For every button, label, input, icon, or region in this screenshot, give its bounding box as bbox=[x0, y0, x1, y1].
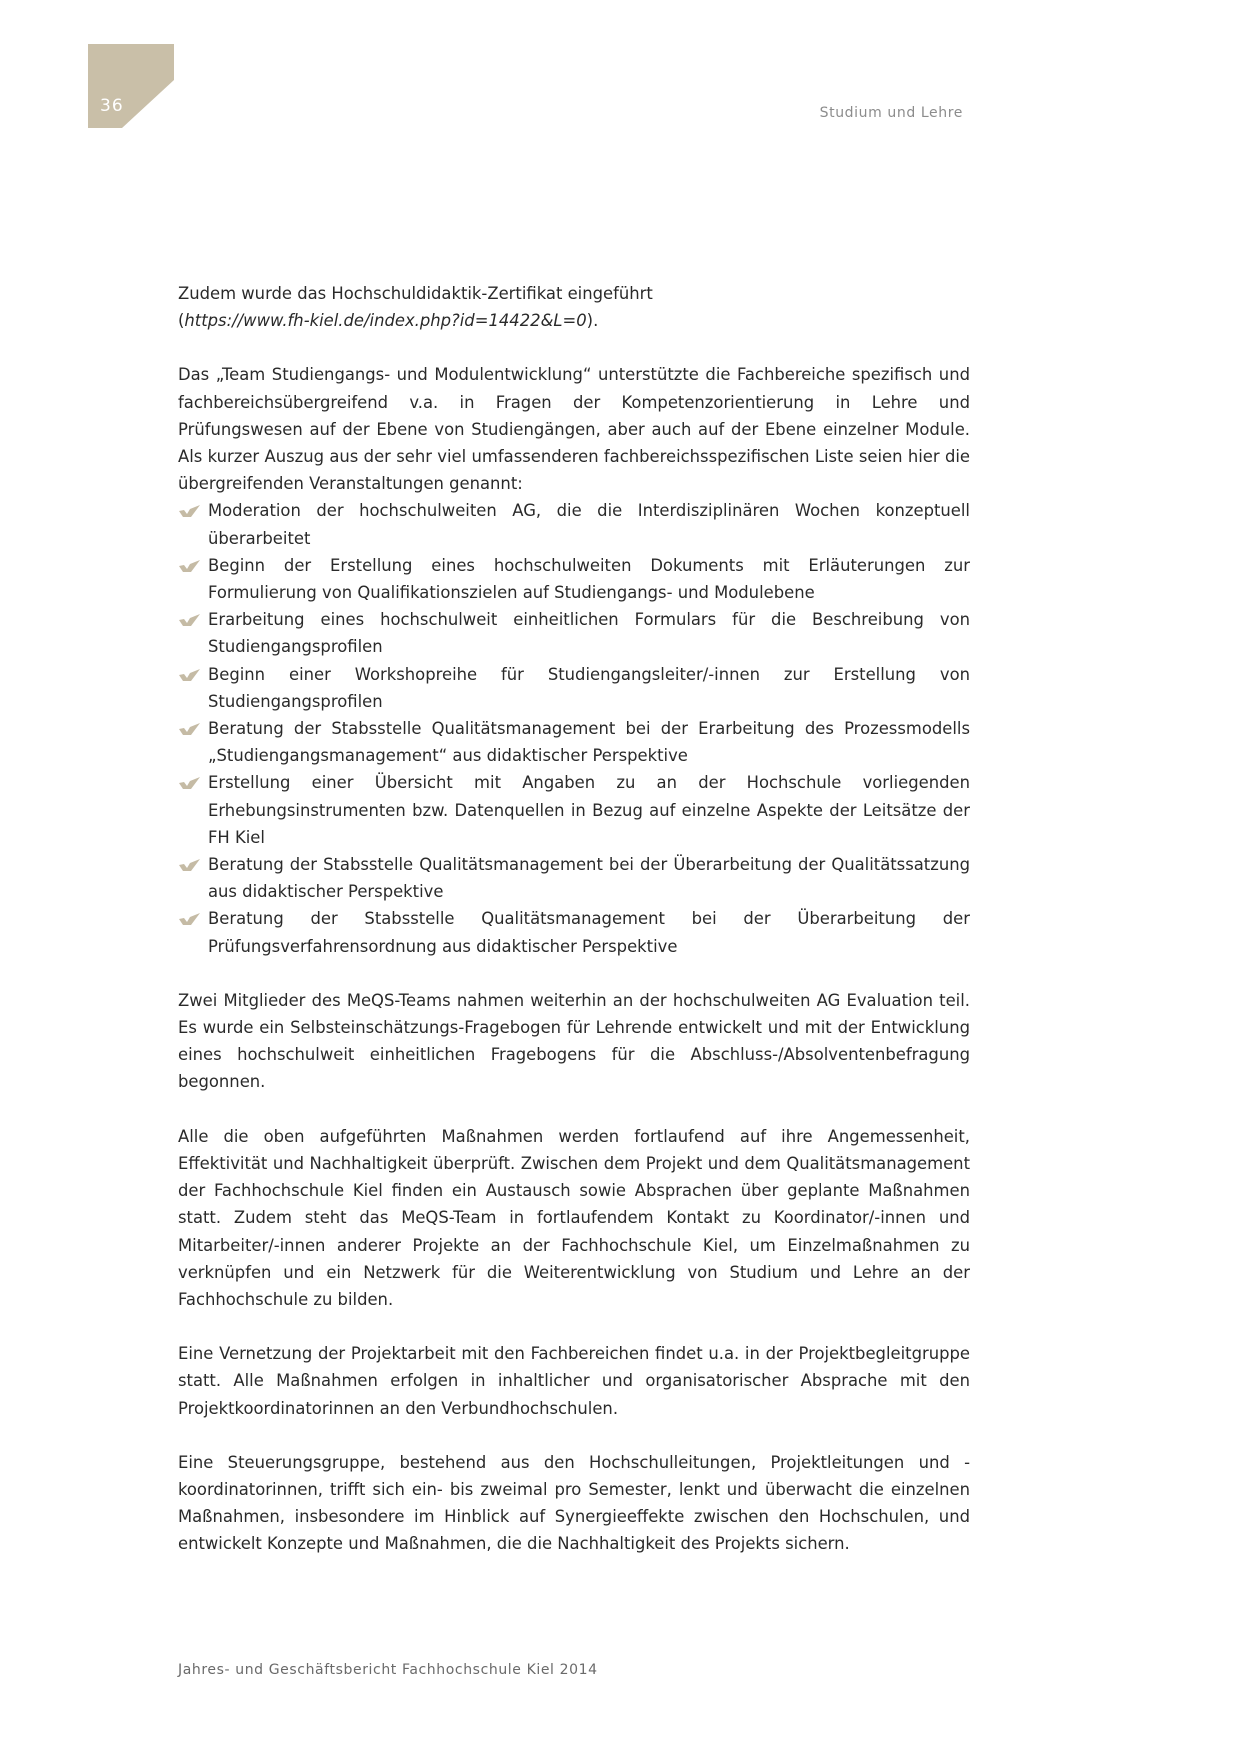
list-item bbox=[178, 606, 970, 660]
certificate-link[interactable]: https://www.fh-kiel.de/index.php?id=14422&L=0 bbox=[184, 311, 587, 331]
list-item-text: Beginn der Erstellung eines hochschulweiten Dokuments mit Erläuterungen zur Formulierung von Qualifikationszielen auf Studiengangs- und Modulebene bbox=[208, 555, 970, 603]
page-footer: Jahres- und Geschäftsbericht Fachhochschule Kiel 2014 bbox=[178, 1662, 598, 1678]
list-item-text: Beratung der Stabsstelle Qualitätsmanagement bei der Erarbeitung des Prozessmodells „Studiengangsmanagement“ aus didaktischer Perspektive bbox=[208, 719, 970, 766]
list-item bbox=[178, 715, 970, 769]
list-item bbox=[178, 851, 970, 905]
checkmark-icon bbox=[179, 560, 200, 573]
list-item-text: Erarbeitung eines hochschulweit einheitlichen Formulars für die Beschreibung von Studiengangsprofilen bbox=[208, 610, 970, 657]
intro-close-paren: ). bbox=[586, 311, 599, 331]
intro-open-paren: ( bbox=[178, 311, 185, 331]
measures-list bbox=[178, 497, 970, 959]
list-item bbox=[178, 661, 970, 715]
list-item bbox=[178, 552, 970, 606]
team-paragraph: Das „Team Studiengangs- und Modulentwicklung“ unterstützte die Fachbereiche spezifisch und fachbereichsübergreifend v.a. in Fragen der Kompetenzorientierung in Lehre und Prüfungswesen auf der Ebene von Studiengängen, aber auch auf der Ebene einzelner Module. Als kurzer Auszug aus der sehr viel umfassenderen fachbereichsspezifischen Liste seien hier die übergreifenden Veranstaltungen genannt: bbox=[178, 365, 970, 494]
intro-paragraph bbox=[178, 280, 970, 334]
list-item-text: Beginn einer Workshopreihe für Studiengangsleiter/-innen zur Erstellung von Studiengangsprofilen bbox=[208, 664, 970, 711]
checkmark-icon bbox=[179, 777, 200, 790]
sustainability-paragraph: Alle die oben aufgeführten Maßnahmen werden fortlaufend auf ihre Angemessenheit, Effektivität und Nachhaltigkeit überprüft. Zwischen dem Projekt und dem Qualitätsmanagement der Fachhochschule Kiel finden ein Austausch sowie Absprachen über geplante Maßnahmen statt. Zudem steht das MeQS-Team in fortlaufendem Kontakt zu Koordinator/-innen und Mitarbeiter/-innen anderer Projekte an der Fachhochschule Kiel, um Einzelmaßnahmen zu verknüpfen und ein Netzwerk für die Weiterentwicklung von Studium und Lehre an der Fachhochschule zu bilden. bbox=[178, 1126, 970, 1309]
intro-text: Zudem wurde das Hochschuldidaktik-Zertifikat eingeführt bbox=[178, 284, 653, 303]
evaluation-paragraph: Zwei Mitglieder des MeQS-Teams nahmen weiterhin an der hochschulweiten AG Evaluation teil. Es wurde ein Selbsteinschätzungs-Fragebogen für Lehrende entwickelt und mit der Entwicklung eines hochschulweit einheitlichen Fragebogens für die Abschluss-/Absolventenbefragung begonnen. bbox=[178, 990, 970, 1092]
list-item-text: Beratung der Stabsstelle Qualitätsmanagement bei der Überarbeitung der Prüfungsverfahrensordnung aus didaktischer Perspektive bbox=[208, 909, 970, 956]
document-body bbox=[178, 280, 970, 1585]
list-item-text: Moderation der hochschulweiten AG, die die Interdisziplinären Wochen konzeptuell überarbeitet bbox=[208, 501, 970, 548]
checkmark-icon bbox=[179, 723, 200, 736]
steering-group-paragraph: Eine Steuerungsgruppe, bestehend aus den Hochschulleitungen, Projektleitungen und -koordinatorinnen, trifft sich ein- bis zweimal pro Semester, lenkt und überwacht die einzelnen Maßnahmen, insbesondere im Hinblick auf Synergieeffekte zwischen den Hochschulen, und entwickelt Konzepte und Maßnahmen, die die Nachhaltigkeit des Projekts sichern. bbox=[178, 1452, 970, 1554]
list-item bbox=[178, 497, 970, 551]
checkmark-icon bbox=[179, 859, 200, 872]
checkmark-icon bbox=[179, 913, 200, 926]
checkmark-icon bbox=[179, 669, 200, 682]
network-paragraph: Eine Vernetzung der Projektarbeit mit den Fachbereichen findet u.a. in der Projektbegleitgruppe statt. Alle Maßnahmen erfolgen in inhaltlicher und organisatorischer Absprache mit den Projektkoordinatorinnen an den Verbundhochschulen. bbox=[178, 1344, 970, 1418]
checkmark-icon bbox=[179, 505, 200, 518]
list-item-text: Beratung der Stabsstelle Qualitätsmanagement bei der Überarbeitung der Qualitätssatzung aus didaktischer Perspektive bbox=[208, 855, 970, 902]
list-item bbox=[178, 905, 970, 959]
section-header: Studium und Lehre bbox=[819, 105, 963, 121]
page-number: 36 bbox=[100, 96, 124, 116]
list-item bbox=[178, 769, 970, 851]
checkmark-icon bbox=[179, 614, 200, 627]
list-item-text: Erstellung einer Übersicht mit Angaben zu an der Hochschule vorliegenden Erhebungsinstrumenten bzw. Datenquellen in Bezug auf einzelne Aspekte der Leitsätze der FH Kiel bbox=[208, 773, 970, 847]
